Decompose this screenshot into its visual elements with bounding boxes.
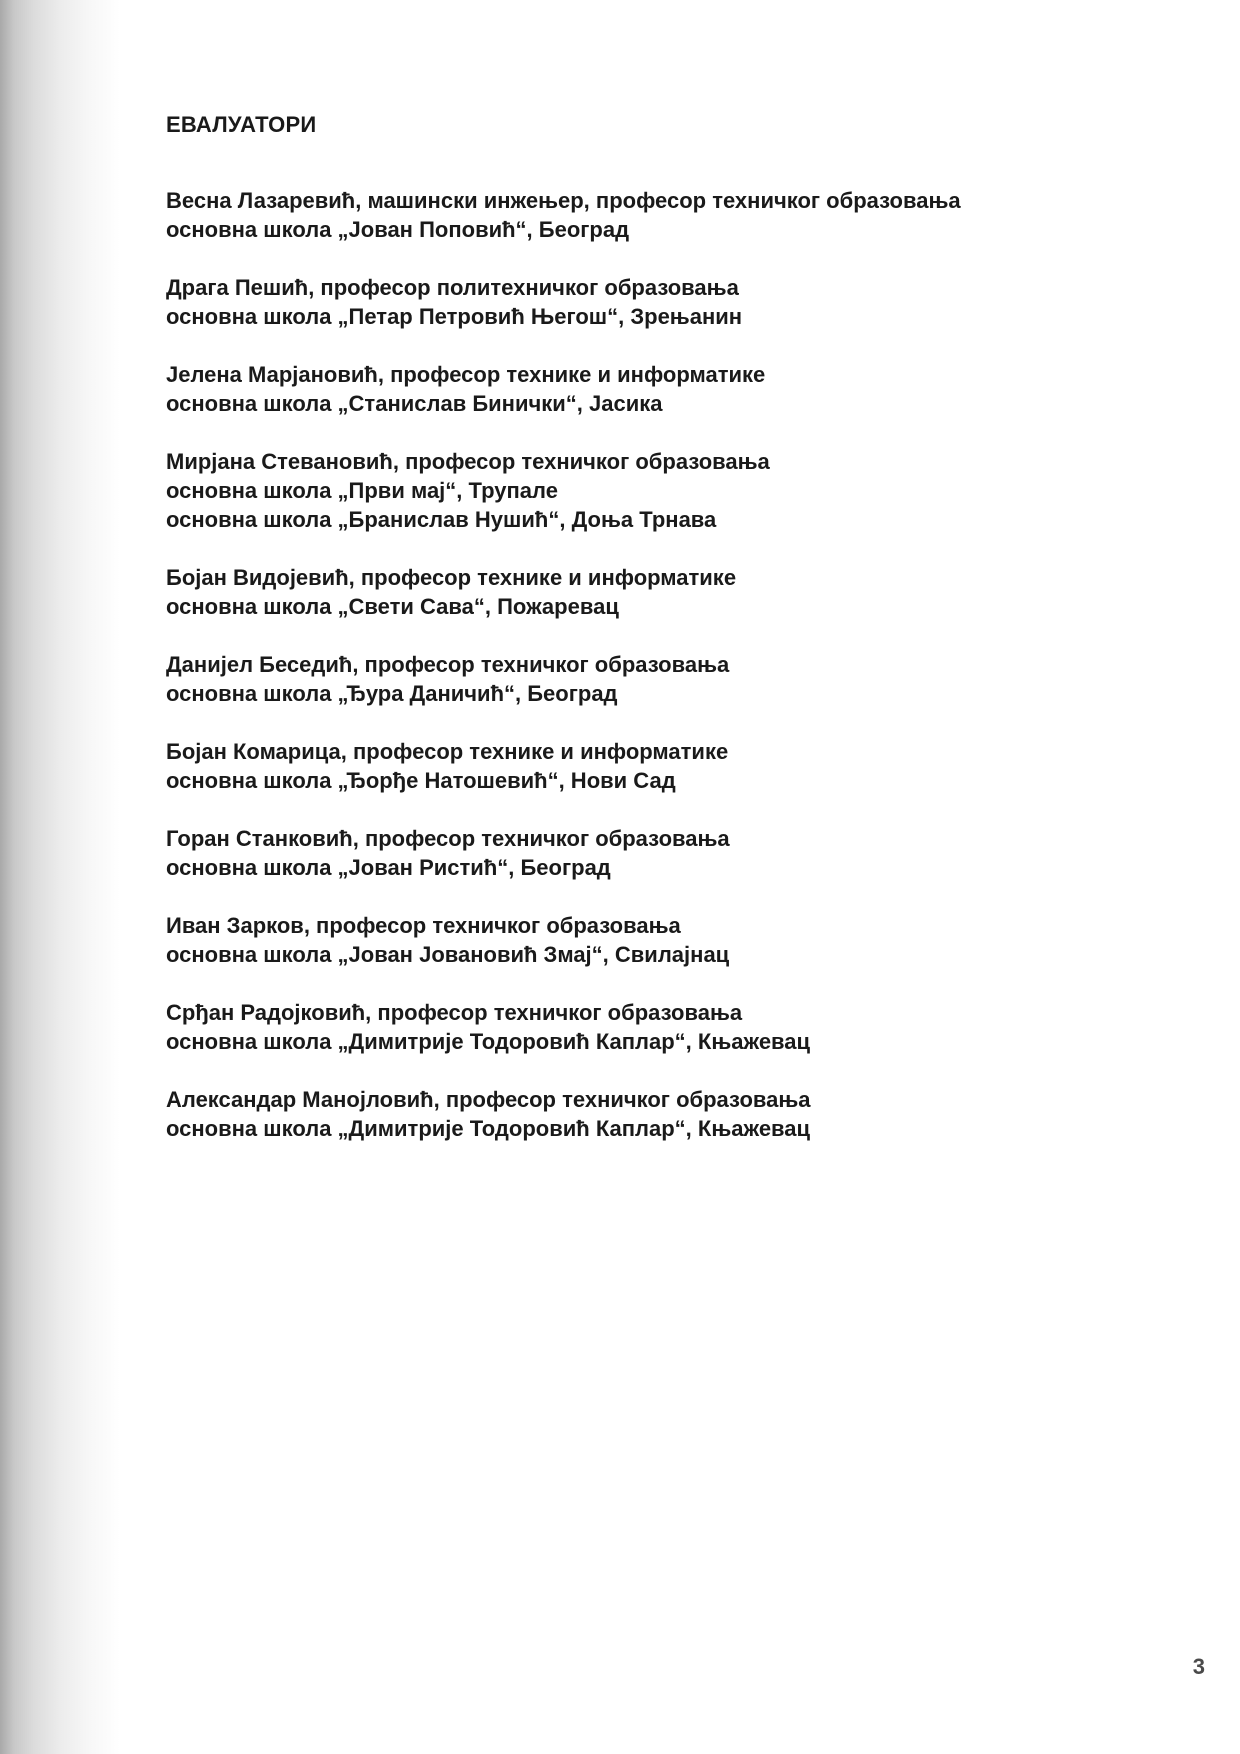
evaluator-school: основна школа „Јован Поповић“, Београд (166, 217, 630, 242)
evaluator-name-title: Горан Станковић, професор техничког образовања (166, 826, 730, 851)
evaluator-name-title: Данијел Беседић, професор техничког образовања (166, 652, 730, 677)
evaluator-name-title: Иван Зарков, професор техничког образовања (166, 913, 681, 938)
evaluator-name-title: Мирјана Стевановић, професор техничког образовања (166, 449, 770, 474)
evaluator-entry (166, 563, 1126, 621)
evaluator-school: основна школа „Петар Петровић Његош“, Зрењанин (166, 304, 743, 329)
evaluator-entry (166, 737, 1126, 795)
evaluator-entry (166, 186, 1126, 244)
evaluator-school: основна школа „Први мај“, Трупале (166, 478, 558, 503)
page-number: 3 (1192, 1654, 1205, 1679)
evaluator-school: основна школа „Бранислав Нушић“, Доња Трнава (166, 507, 717, 532)
section-heading: ЕВАЛУАТОРИ (166, 112, 317, 137)
evaluators-section (166, 110, 1126, 1172)
evaluator-name-title: Јелена Марјановић, професор технике и информатике (166, 362, 766, 387)
evaluator-name-title: Александар Манојловић, професор техничког образовања (166, 1087, 811, 1112)
evaluator-school: основна школа „Димитрије Тодоровић Каплар“, Књажевац (166, 1029, 811, 1054)
evaluator-entry (166, 447, 1126, 534)
evaluator-name-title: Весна Лазаревић, машински инжењер, професор техничког образовања (166, 188, 961, 213)
evaluator-entry (166, 998, 1126, 1056)
evaluator-school: основна школа „Ђорђе Натошевић“, Нови Сад (166, 768, 676, 793)
evaluator-entry (166, 650, 1126, 708)
evaluator-entry (166, 273, 1126, 331)
evaluator-school: основна школа „Димитрије Тодоровић Каплар“, Књажевац (166, 1116, 811, 1141)
evaluator-school: основна школа „Свети Сава“, Пожаревац (166, 594, 619, 619)
evaluator-school: основна школа „Јован Јовановић Змај“, Свилајнац (166, 942, 730, 967)
evaluator-name-title: Срђан Радојковић, професор техничког образовања (166, 1000, 743, 1025)
evaluator-entry (166, 824, 1126, 882)
evaluator-school: основна школа „Јован Ристић“, Београд (166, 855, 611, 880)
evaluator-school: основна школа „Станислав Бинички“, Јасика (166, 391, 663, 416)
evaluator-entry (166, 911, 1126, 969)
evaluator-entry (166, 1085, 1126, 1143)
evaluator-list (166, 186, 1126, 1143)
evaluator-name-title: Драга Пешић, професор политехничког образовања (166, 275, 739, 300)
binding-shadow (0, 0, 120, 1754)
evaluator-school: основна школа „Ђура Даничић“, Београд (166, 681, 618, 706)
evaluator-name-title: Бојан Видојевић, професор технике и информатике (166, 565, 737, 590)
evaluator-name-title: Бојан Комарица, професор технике и информатике (166, 739, 729, 764)
evaluator-entry (166, 360, 1126, 418)
